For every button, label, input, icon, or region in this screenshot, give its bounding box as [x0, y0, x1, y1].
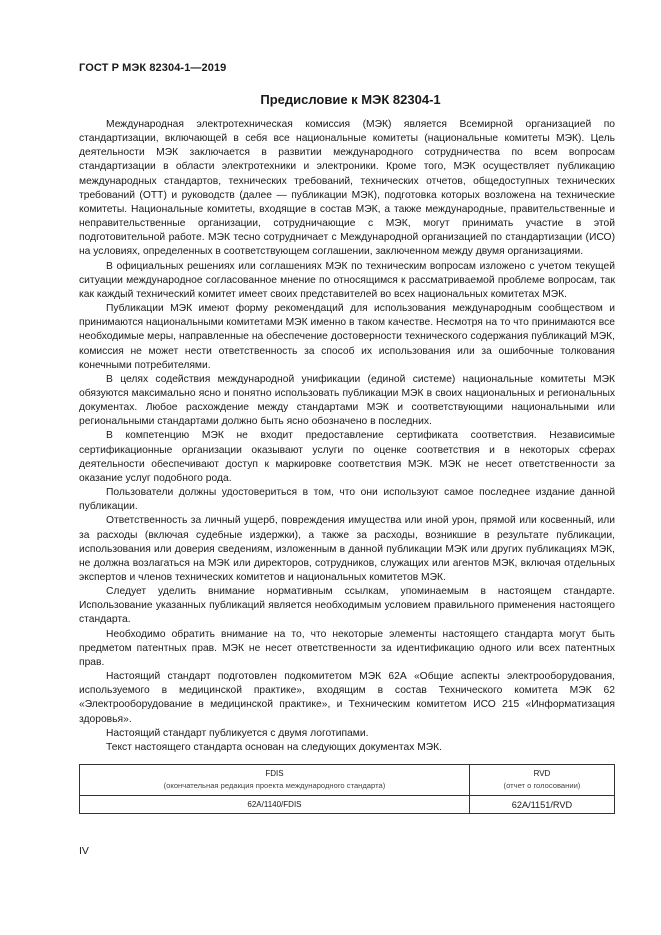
- document-header: ГОСТ Р МЭК 82304-1—2019: [79, 62, 227, 74]
- foreword-body: [79, 118, 615, 755]
- paragraph: В целях содействия международной унификации (единой системе) национальные комитеты МЭК обязуются максимально ясно и понятно использовать публикации МЭК в своих национальных и региональных документах. Любое расхождение между стандартами МЭК и соответствующими национальными или региональными стандартами должно быть ясно обозначено в последних.: [79, 373, 615, 428]
- rvd-header: RVD: [533, 769, 551, 778]
- fdis-value: 62A/1140/FDIS: [80, 796, 470, 814]
- rvd-value: 62A/1151/RVD: [469, 796, 614, 814]
- section-title: Предисловие к МЭК 82304-1: [260, 92, 441, 107]
- paragraph: В официальных решениях или соглашениях МЭК по техническим вопросам изложено с учетом текущей ситуации международное согласованное мнение по относящимся к рассматриваемой проблеме вопросам, так как каждый технический комитет имеет своих представителей во всех национальных комитетах МЭК.: [79, 260, 615, 300]
- paragraph: Пользователи должны удостовериться в том, что они используют самое последнее издание данной публикации.: [79, 487, 615, 513]
- paragraph: Следует уделить внимание нормативным ссылкам, упоминаемым в настоящем стандарте. Использование указанных публикаций является необходимым условием правильного применения настоящего стандарта.: [79, 586, 615, 626]
- paragraph: Ответственность за личный ущерб, повреждения имущества или иной урон, прямой или косвенный, или за расходы (включая судебные издержки), а также за расходы, возникшие в результате публикации, использования или доверия сведениям, изложенным в данной публикации МЭК или других публикациях МЭК, не должна возлагаться на МЭК или директоров, сотрудников, служащих или агентов МЭК, включая отдельных экспертов и членов технических комитетов и национальных комитетов МЭК.: [79, 515, 615, 583]
- table-header-cell-fdis: [80, 765, 470, 796]
- page-number: IV: [79, 845, 89, 857]
- documents-table: [79, 764, 615, 814]
- fdis-subheader: (окончательная редакция проекта международного стандарта): [163, 781, 386, 790]
- paragraph: Текст настоящего стандарта основан на следующих документах МЭК.: [106, 741, 443, 753]
- paragraph: Настоящий стандарт подготовлен подкомитетом МЭК 62А «Общие аспекты электрооборудования, используемого в медицинской практике», входящим в состав Технического комитета МЭК 62 «Электрооборудование в медицинской практике», и Техническим комитетом ИСО 215 «Информатизация здоровья».: [79, 671, 615, 725]
- fdis-header: FDIS: [265, 769, 284, 778]
- table-header-cell-rvd: [469, 765, 614, 796]
- paragraph: Международная электротехническая комиссия (МЭК) является Всемирной организацией по стандартизации, включающей в себя все национальные комитеты (национальные комитеты МЭК). Цель деятельности МЭК заключается в развитии международного сотрудничества по всем вопросам стандартизации в области электротехники и электроники. Кроме того, МЭК осуществляет публикацию международных стандартов, технических требований, технических отчетов, общедоступных технических требований (ОТТ) и руководств (далее — публикации МЭК), подготовка которых возложена на технические комитеты. Национальные комитеты, входящие в состав МЭК, а также международные, правительственные и неправительственные организации, сотрудничающие с МЭК, могут принимать участие в этой подготовительной работе. МЭК тесно сотрудничает с Международной организацией по стандартизации (ИСО) на условиях, определенных в соответствующем соглашении, заключенном между двумя организациями.: [79, 119, 615, 258]
- paragraph: Настоящий стандарт публикуется с двумя логотипами.: [106, 727, 369, 739]
- rvd-subheader: (отчет о голосовании): [503, 781, 581, 790]
- paragraph: Необходимо обратить внимание на то, что некоторые элементы настоящего стандарта могут быть предметом патентных прав. МЭК не несет ответственности за идентификацию одного или всех патентных прав.: [79, 628, 615, 668]
- paragraph: В компетенцию МЭК не входит предоставление сертификата соответствия. Независимые сертификационные организации оказывают услуги по оценке соответствия и в некоторых сферах деятельности обеспечивают доступ к маркировке соответствия МЭК. МЭК не несет ответственности за оказание услуг подобного рода.: [79, 430, 615, 484]
- paragraph: Публикации МЭК имеют форму рекомендаций для использования международным сообществом и принимаются национальными комитетами МЭК именно в таком качестве. Несмотря на то что принимаются все необходимые меры, направленные на обеспечение достоверности технического содержания публикаций МЭК, комиссия не может нести ответственность за способ их использования или за ошибочные толкования конечными потребителями.: [79, 303, 615, 371]
- table-row: [80, 796, 615, 814]
- table-header-row: [80, 765, 615, 796]
